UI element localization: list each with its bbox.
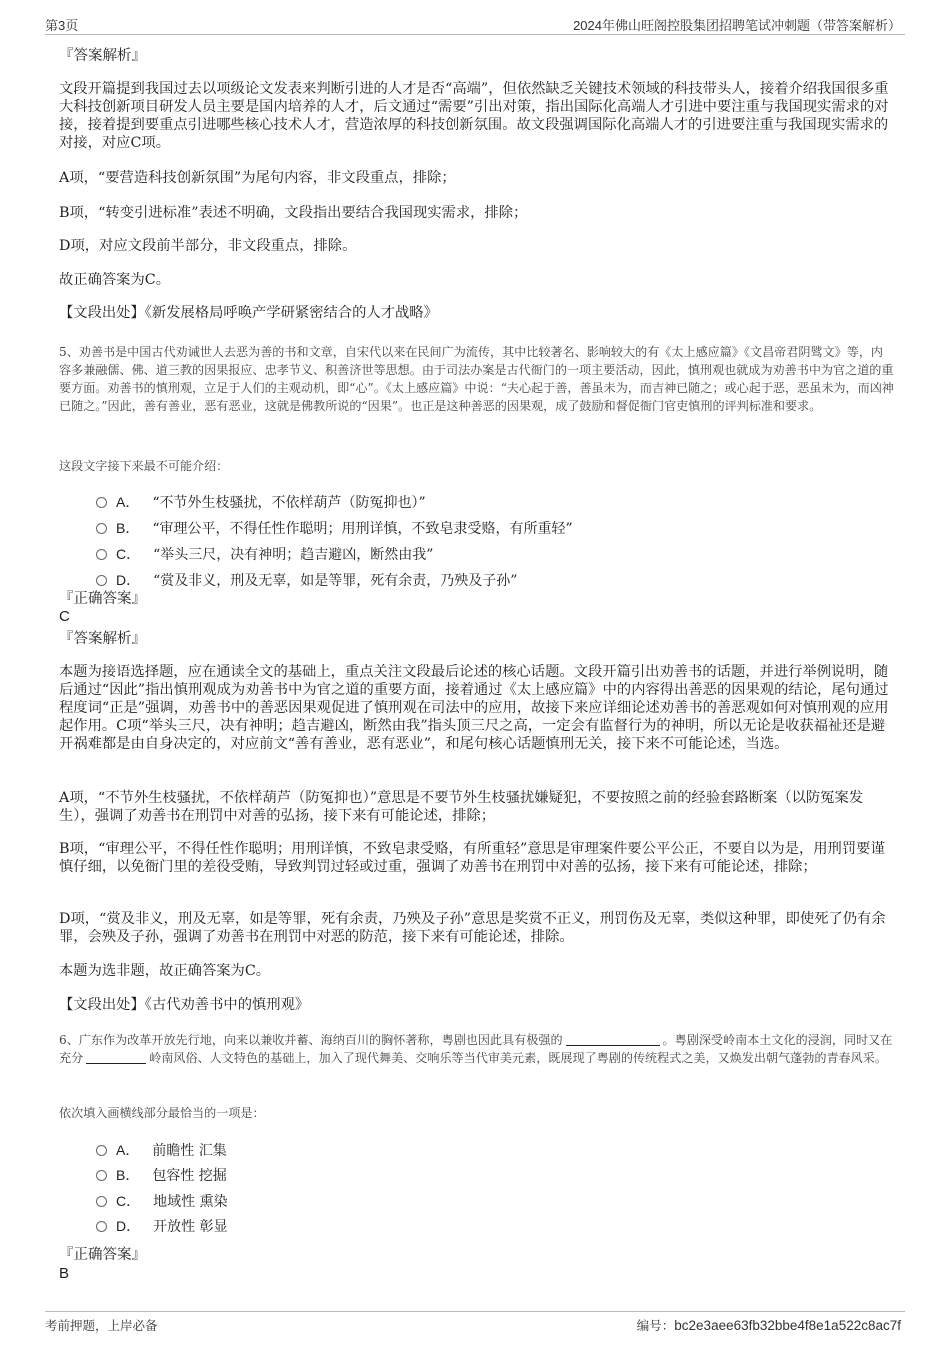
radio-icon[interactable] [96, 1170, 107, 1181]
footer-slogan: 考前押题，上岸必备 [45, 1319, 158, 1333]
q4-source: 【文段出处】《新发展格局呼唤产学研紧密结合的人才战略》 [59, 305, 438, 321]
option-text: “审理公平，不得任性作聪明；用刑详慎，不致皂隶受赂，有所重轻” [152, 521, 573, 537]
q4-answer-statement: 故正确答案为C。 [59, 272, 171, 288]
radio-icon[interactable] [96, 549, 107, 560]
radio-icon[interactable] [96, 575, 107, 586]
option-letter: C． [116, 1193, 141, 1209]
radio-icon[interactable] [96, 523, 107, 534]
radio-icon[interactable] [96, 1145, 107, 1156]
q5-option-b[interactable] [96, 519, 573, 538]
page-number: 第3页 [45, 18, 79, 33]
q6-stem-part3: 岭南风俗、人文特色的基础上，加入了现代舞美、交响乐等当代审美元素，既展现了粤剧的传统程式之美，又焕发出朝气蓬勃的青春风采。 [149, 1051, 887, 1065]
document-id-code: bc2e3aee63fb32bbe4f8e1a522c8ac7f [674, 1318, 901, 1333]
q6-stem-part2: 。粤剧深受岭南本土文化的浸润，同时又在充分 [59, 1033, 893, 1065]
q6-option-c[interactable] [96, 1192, 228, 1211]
document-id-label: 编号： [636, 1319, 675, 1333]
q5-option-d[interactable] [96, 571, 517, 590]
q5-analysis-option-d: D项，“赏及非义，刑及无辜，如是等罪，死有余责，乃殃及子孙”意思是奖赏不正义，刑罚伤及无辜，类似这种罪，即使死了仍有余罪，会殃及子孙，强调了劝善书在刑罚中对恶的防范，接下来有可能论述，排除。 [59, 911, 886, 945]
document-id [637, 1316, 901, 1334]
q5-analysis-paragraph: 本题为接语选择题，应在通读全文的基础上，重点关注文段最后论述的核心话题。文段开篇引出劝善书的话题，并进行举例说明，随后通过“因此”指出慎刑观成为劝善书中为官之道的重要方面，接着通过《太上感应篇》中的内容得出善恶的因果观的结论，尾句通过程度词“正是”强调，劝善书中的善恶因果观促进了慎刑观在司法中的应用，故接下来应详细论述劝善书的善恶观如何对慎刑观的应用起作用。C项“举头三尺，决有神明；趋吉避凶，断然由我”指头顶三尺之高，一定会有监督行为的神明，所以无论是收获福祉还是避开祸难都是由自身决定的，对应前文“善有善业，恶有恶业”，和尾句核心话题慎刑无关，接下来不可能论述，当选。 [59, 664, 889, 752]
q4-analysis-paragraph: 文段开篇提到我国过去以项级论文发表来判断引进的人才是否“高端”，但依然缺乏关键技术领域的科技带头人，接着介绍我国很多重大科技创新项目研发人员主要是国内培养的人才，后文通过“需要”引出对策，指出国际化高端人才引进中要注重与我国现实需求的对接，接着提到要重点引进哪些核心技术人才，营造浓厚的科技创新氛围。故文段强调国际化高端人才的引进要注重与我国现实需求的对接，对应C项。 [59, 81, 889, 151]
option-text: 前瞻性 汇集 [152, 1143, 227, 1159]
q6-answer-label: 『正确答案』 [59, 1247, 146, 1263]
radio-icon[interactable] [96, 497, 107, 508]
q4-analysis-option-d: D项，对应文段前半部分，非文段重点，排除。 [59, 238, 357, 254]
option-letter: D． [116, 1218, 141, 1234]
document-title: 2024年佛山旺阁控股集团招聘笔试冲刺题（带答案解析） [573, 18, 901, 33]
option-text: “赏及非义，刑及无辜，如是等罪，死有余责，乃殃及子孙” [153, 573, 518, 589]
q6-option-b[interactable] [96, 1166, 227, 1185]
page-header [45, 12, 905, 35]
option-letter: A． [116, 1142, 140, 1158]
q5-analysis-option-b: B项，“审理公平，不得任性作聪明；用刑详慎，不致皂隶受赂，有所重轻”意思是审理案件要公平公正，不要自以为是，用刑罚要谨慎仔细，以免衙门里的差役受贿，导致判罚过轻或过重，强调了劝善书在刑罚中对善的弘扬，接下来有可能论述，排除； [59, 841, 885, 875]
q5-analysis-label: 『答案解析』 [59, 631, 146, 647]
option-text: “不节外生枝骚扰，不依样葫芦（防冤抑也）” [152, 495, 426, 511]
q4-analysis-option-a: A项，“要营造科技创新氛围”为尾句内容，非文段重点，排除； [59, 170, 456, 186]
q5-answer-statement: 本题为选非题，故正确答案为C。 [59, 963, 271, 979]
fill-blank-2[interactable] [86, 1050, 146, 1064]
q6-option-a[interactable] [96, 1141, 227, 1160]
option-text: 包容性 挖掘 [152, 1168, 227, 1184]
q5-answer: C [59, 608, 70, 625]
q6-stem-part1: 6、广东作为改革开放先行地，向来以兼收并蓄、海纳百川的胸怀著称，粤剧也因此具有极强的 [59, 1033, 563, 1047]
fill-blank-1[interactable] [566, 1032, 660, 1046]
q5-option-a[interactable] [96, 493, 426, 512]
q6-prompt: 依次填入画横线部分最恰当的一项是： [59, 1106, 265, 1120]
option-letter: B． [116, 1167, 140, 1183]
q5-prompt: 这段文字接下来最不可能介绍： [59, 459, 229, 473]
page-footer [45, 1311, 905, 1336]
option-text: “举头三尺，决有神明；趋吉避凶，断然由我” [153, 547, 434, 563]
option-letter: D． [116, 572, 141, 588]
option-letter: C． [116, 546, 141, 562]
q4-analysis-option-b: B项，“转变引进标准”表述不明确，文段指出要结合我国现实需求，排除； [59, 205, 528, 221]
radio-icon[interactable] [96, 1196, 107, 1207]
option-letter: B． [116, 520, 140, 536]
q6-option-d[interactable] [96, 1217, 228, 1236]
q5-source: 【文段出处】《古代劝善书中的慎刑观》 [59, 997, 310, 1013]
q4-analysis-label: 『答案解析』 [59, 48, 146, 64]
q5-option-c[interactable] [96, 545, 433, 564]
q6-stem [59, 1031, 895, 1067]
q6-answer: B [59, 1265, 70, 1282]
option-letter: A． [116, 494, 140, 510]
option-text: 地域性 熏染 [153, 1194, 228, 1210]
radio-icon[interactable] [96, 1221, 107, 1232]
q5-analysis-option-a: A项，“不节外生枝骚扰，不依样葫芦（防冤抑也）”意思是不要节外生枝骚扰嫌疑犯，不要按照之前的经验套路断案（以防冤案发生），强调了劝善书在刑罚中对善的弘扬，接下来有可能论述，排除； [59, 790, 864, 824]
q5-answer-label: 『正确答案』 [59, 591, 146, 607]
option-text: 开放性 彰显 [153, 1219, 228, 1235]
q5-stem: 5、劝善书是中国古代劝诫世人去恶为善的书和文章，自宋代以来在民间广为流传，其中比较著名、影响较大的有《太上感应篇》《文昌帝君阴骘文》等，内容多兼融儒、佛、道三教的因果报应、忠孝节义、积善济世等思想。由于司法办案是古代衙门的一项主要活动，因此，慎刑观也就成为劝善书中为官之道的重要方面。劝善书的慎刑观，立足于人们的主观动机，即“心”。《太上感应篇》中说：“夫心起于善，善虽未为，而吉神已随之；或心起于恶，恶虽未为，而凶神已随之。”因此，善有善业，恶有恶业，这就是佛教所说的“因果”。也正是这种善恶的因果观，成了鼓励和督促衙门官吏慎刑的评判标准和要求。 [59, 345, 894, 413]
